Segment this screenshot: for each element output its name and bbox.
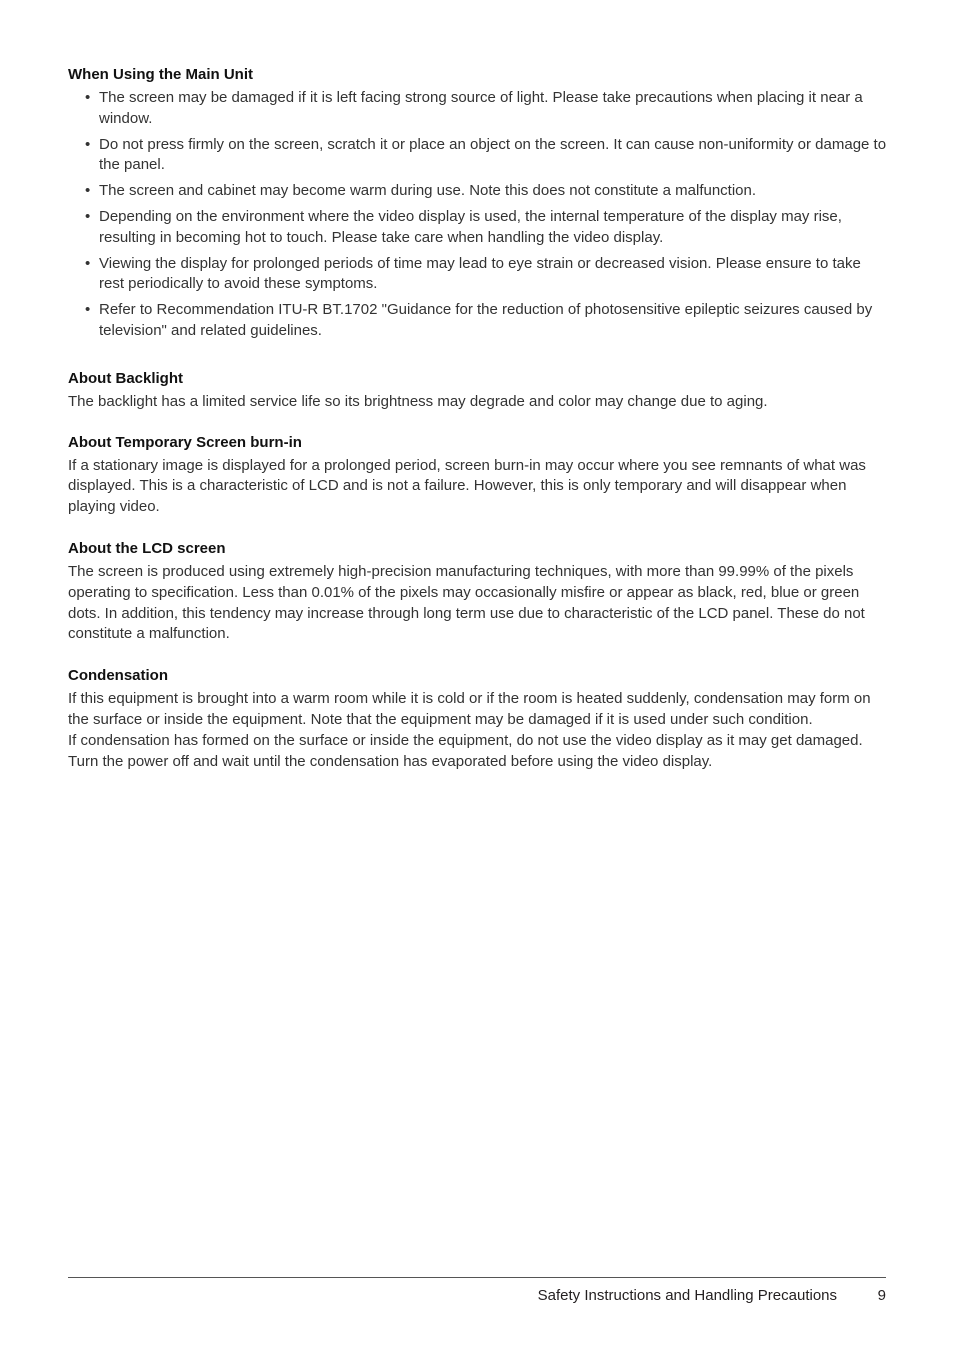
section-heading: When Using the Main Unit	[68, 66, 253, 83]
list-item: • The screen and cabinet may become warm during use. Note this does not constitute a malfunction.	[68, 181, 888, 202]
section-heading: Condensation	[68, 667, 168, 685]
body-paragraph: If a stationary image is displayed for a prolonged period, screen burn-in may occur where you see remnants of what was displayed. This is a characteristic of LCD and is not a failure. However, this is only temporary and will disappear when playing video.	[68, 456, 866, 516]
list-item: • Depending on the environment where the video display is used, the internal temperature of the display may rise, resulting in becoming hot to touch. Please take care when handling the video display.	[85, 207, 842, 246]
list-item: • The screen may be damaged if it is left facing strong source of light. Please take precautions when placing it near a window.	[85, 89, 863, 127]
list-item: • Do not press firmly on the screen, scratch it or place an object on the screen. It can cause non-uniformity or damage to the panel.	[85, 135, 887, 174]
section-burn-in	[68, 432, 888, 518]
section-lcd-screen	[68, 538, 888, 645]
section-body	[68, 562, 888, 645]
bullet-icon: •	[85, 207, 91, 225]
section-main-unit	[68, 64, 888, 342]
body-paragraph: If condensation has formed on the surface or inside the equipment, do not use the video display as it may get damaged. Turn the power off and wait until the condensation has evaporated before using the video display.	[68, 731, 863, 770]
section-heading: About Backlight	[68, 369, 183, 387]
bullet-icon: •	[85, 89, 91, 106]
section-heading: About the LCD screen	[68, 539, 226, 557]
list-item: • Refer to Recommendation ITU-R BT.1702 "Guidance for the reduction of photosensitive epileptic seizures caused by television" and related guidelines.	[85, 301, 873, 339]
body-paragraph: The backlight has a limited service life so its brightness may degrade and color may change due to aging.	[68, 392, 768, 410]
bullet-icon: •	[85, 135, 91, 153]
footer-title: Safety Instructions and Handling Precautions	[537, 1287, 837, 1304]
section-body	[68, 392, 888, 413]
section-body	[68, 456, 888, 518]
list-item: • Viewing the display for prolonged periods of time may lead to eye strain or decreased vision. Please ensure to take rest periodically to avoid these symptoms.	[85, 254, 861, 293]
section-backlight	[68, 368, 888, 413]
bullet-icon: •	[85, 182, 91, 200]
body-paragraph: The screen is produced using extremely high-precision manufacturing techniques, with more than 99.99% of the pixels operating to specification. Less than 0.01% of the pixels may occasionally misfire or appear as black, red, blue or green dots. In addition, this tendency may increase through long term use due to characteristic of the LCD panel. These do not constitute a malfunction.	[68, 562, 865, 643]
bullet-icon: •	[85, 254, 91, 272]
page-number: 9	[877, 1287, 886, 1304]
section-body	[68, 689, 888, 772]
footer-divider	[68, 1277, 886, 1278]
section-heading: About Temporary Screen burn-in	[68, 433, 302, 451]
document-page	[68, 64, 888, 772]
body-paragraph: If this equipment is brought into a warm room while it is cold or if the room is heated suddenly, condensation may form on the surface or inside the equipment. Note that the equipment may be damaged if it is used under such condition.	[68, 690, 871, 728]
section-condensation	[68, 665, 888, 772]
bullet-icon: •	[85, 301, 91, 319]
bullet-list	[68, 88, 888, 342]
